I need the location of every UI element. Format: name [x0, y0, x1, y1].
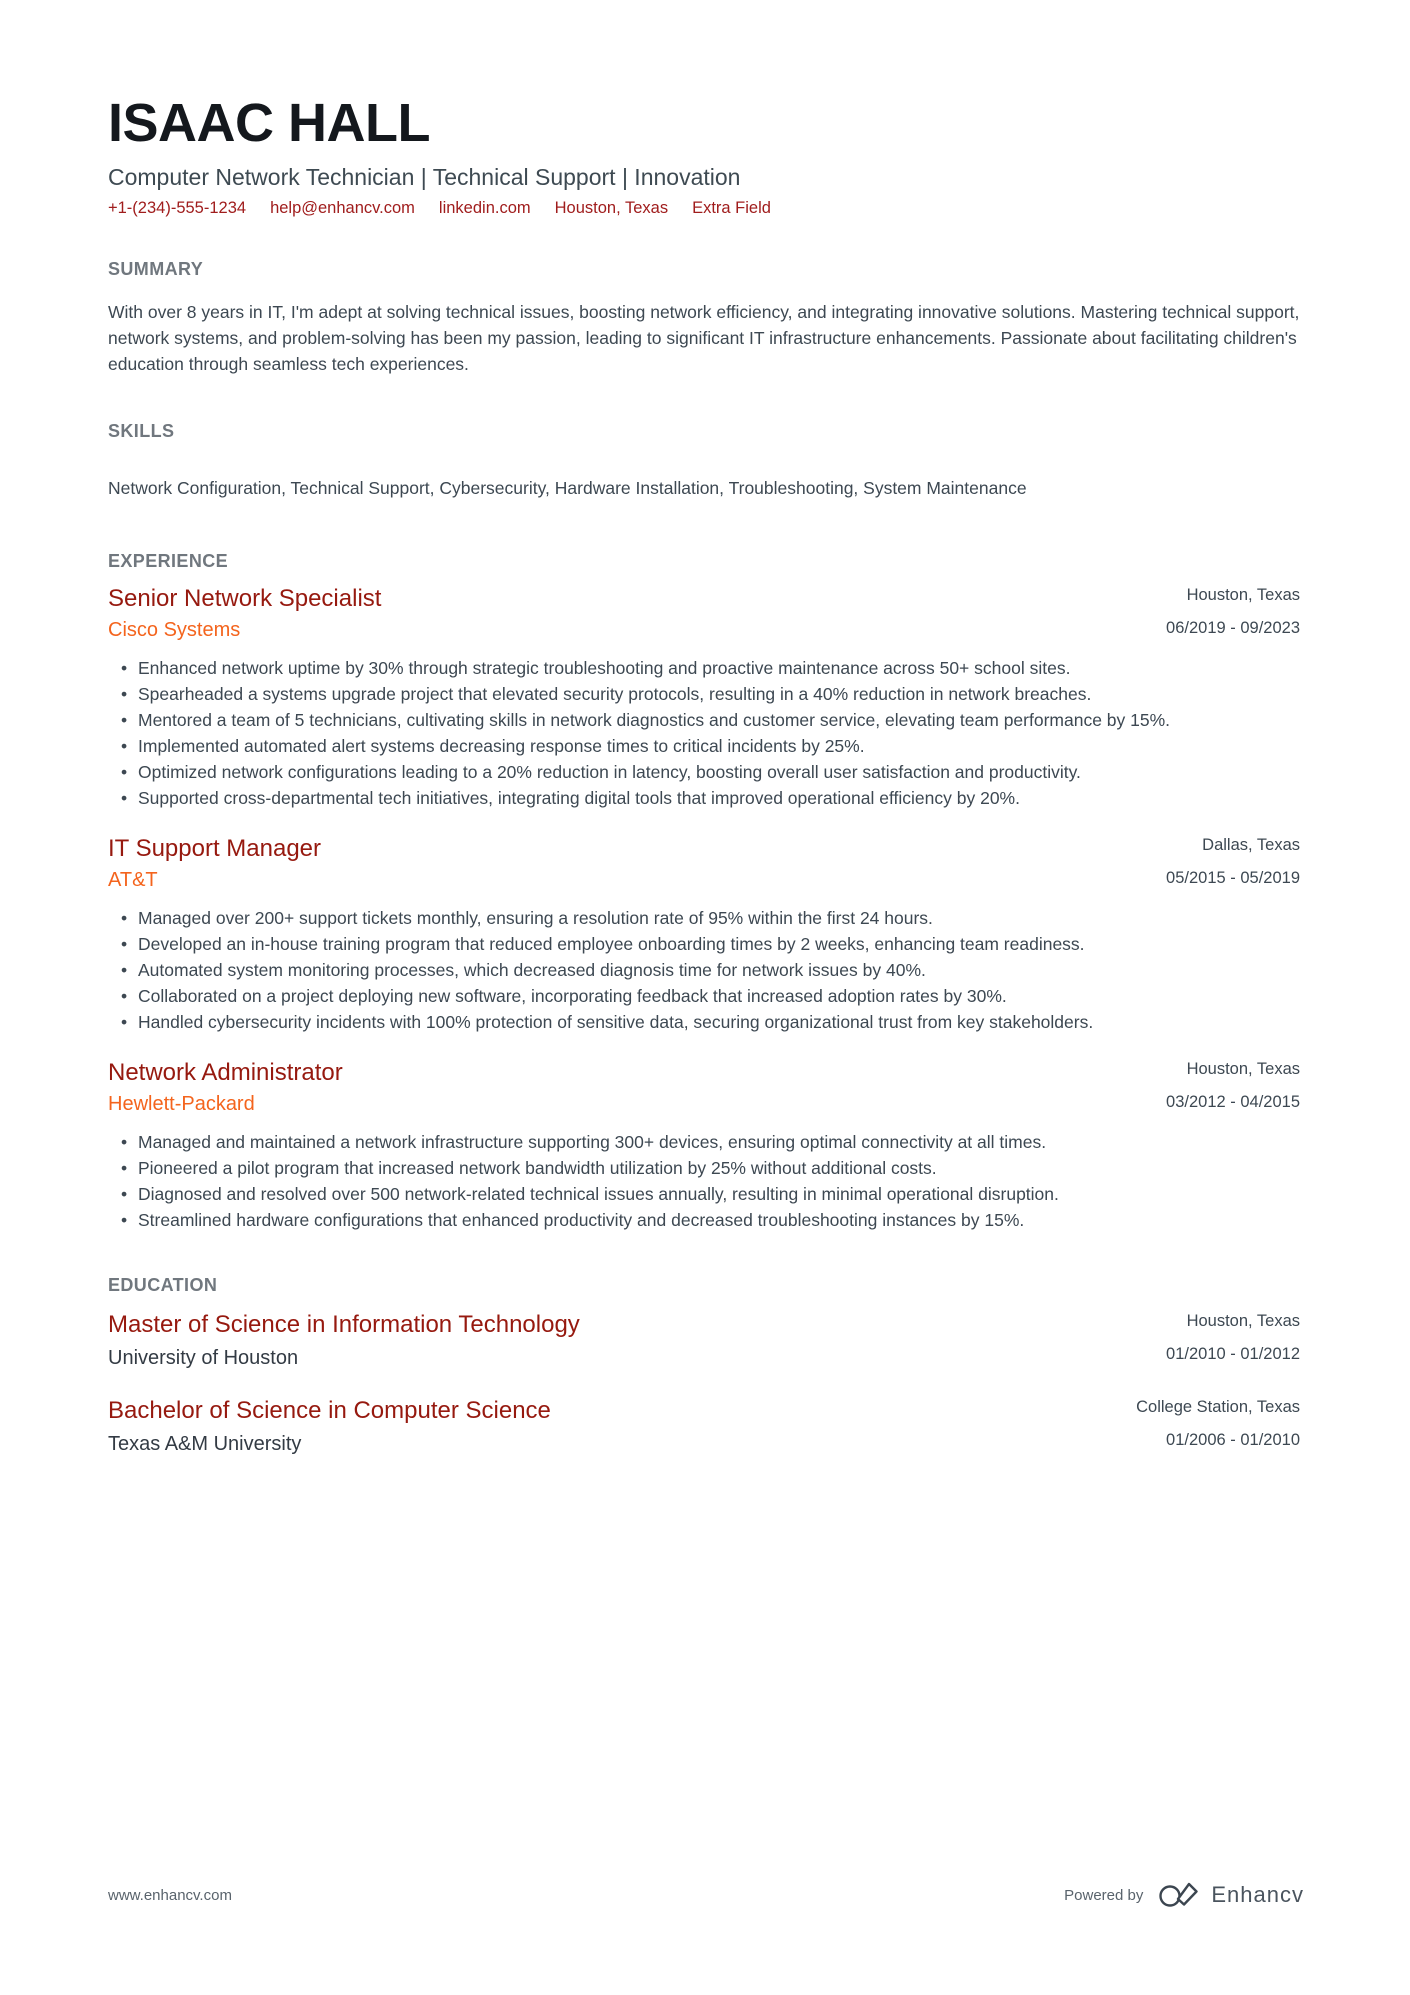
job-location: Houston, Texas [1186, 586, 1300, 604]
resume-header [108, 94, 1300, 219]
job-bullet: • Optimized network configurations leading to a 20% reduction in latency, boosting overall user satisfaction and productivity. [138, 759, 1300, 785]
job-meta [1136, 585, 1300, 638]
candidate-headline: Computer Network Technician | Technical Support | Innovation [108, 164, 741, 190]
degree-entry [108, 1311, 1300, 1370]
job-bullet: • Managed over 200+ support tickets monthly, ensuring a resolution rate of 95% within the first 24 hours. [138, 905, 1300, 931]
location-text: Houston, Texas [554, 199, 669, 217]
degree-meta [1136, 1311, 1300, 1364]
degree-title: Bachelor of Science in Computer Science [108, 1397, 551, 1424]
job-company: Hewlett-Packard [108, 1093, 255, 1115]
job-bullet: • Automated system monitoring processes, which decreased diagnosis time for network issues by 40%. [138, 957, 1300, 983]
job-bullet: • Mentored a team of 5 technicians, cultivating skills in network diagnostics and customer service, elevating team performance by 15%. [138, 707, 1300, 733]
page-footer [108, 1880, 1304, 1910]
job-company: Cisco Systems [108, 619, 241, 641]
experience-section [108, 550, 1300, 1233]
candidate-name: ISAAC HALL [108, 93, 430, 153]
job-location: Houston, Texas [1186, 1060, 1300, 1078]
education-section [108, 1274, 1300, 1456]
skills-list: Network Configuration, Technical Support, Cybersecurity, Hardware Installation, Troubleshooting, System Maintenance [108, 478, 1027, 498]
degree-title: Master of Science in Information Technology [108, 1311, 580, 1338]
job-bullet: • Supported cross-departmental tech initiatives, integrating digital tools that improved operational efficiency by 20%. [138, 785, 1300, 811]
phone-link[interactable]: +1-(234)-555-1234 [108, 199, 247, 217]
job-title: IT Support Manager [108, 835, 322, 862]
job-bullet: • Pioneered a pilot program that increased network bandwidth utilization by 25% without additional costs. [138, 1155, 1300, 1181]
job-header [108, 585, 1300, 642]
job-bullet: • Enhanced network uptime by 30% through strategic troubleshooting and proactive maintenance across 50+ school sites. [138, 655, 1300, 681]
email-link[interactable]: help@enhancv.com [270, 199, 415, 217]
job-bullet: • Streamlined hardware configurations that enhanced productivity and decreased troubleshooting instances by 15%. [138, 1207, 1300, 1233]
summary-paragraph: With over 8 years in IT, I'm adept at solving technical issues, boosting network efficiency, and integrating innovative solutions. Mastering technical support, network systems, and problem-solving has been my passion, leading to significant IT infrastructure enhancements. Passionate about facilitating children's education through seamless tech experiences. [108, 302, 1300, 374]
job-bullet: • Handled cybersecurity incidents with 100% protection of sensitive data, securing organizational trust from key stakeholders. [138, 1009, 1300, 1035]
job-bullet: • Implemented automated alert systems decreasing response times to critical incidents by 25%. [138, 733, 1300, 759]
degree-location: Houston, Texas [1186, 1312, 1300, 1330]
job-company: AT&T [108, 869, 158, 891]
degree-meta [1106, 1397, 1300, 1450]
job-bullet: • Developed an in-house training program that reduced employee onboarding times by 2 weeks, enhancing team readiness. [138, 931, 1300, 957]
linkedin-link[interactable]: linkedin.com [438, 199, 531, 217]
job-header [108, 1059, 1300, 1116]
job-meta [1136, 1059, 1300, 1112]
enhancv-wordmark: Enhancv [1211, 1882, 1304, 1907]
job-bullet: • Diagnosed and resolved over 500 network-related technical issues annually, resulting in minimal operational disruption. [138, 1181, 1300, 1207]
job-title: Senior Network Specialist [108, 585, 382, 612]
degree-dates: 01/2006 - 01/2010 [1166, 1431, 1300, 1449]
job-bullet-list [108, 1129, 1300, 1233]
enhancv-logo-icon [1158, 1880, 1202, 1910]
job-header [108, 835, 1300, 892]
degree-entry [108, 1397, 1300, 1456]
skills-section [108, 420, 1300, 501]
degree-school: University of Houston [108, 1347, 299, 1369]
job-location: Dallas, Texas [1202, 836, 1300, 854]
footer-site-url: www.enhancv.com [108, 1886, 232, 1904]
degree-location: College Station, Texas [1136, 1398, 1300, 1416]
job-bullet-list [108, 655, 1300, 811]
job-meta [1136, 835, 1300, 888]
powered-by-label: Powered by [1064, 1886, 1144, 1904]
job-entry [108, 835, 1300, 1035]
job-dates: 05/2015 - 05/2019 [1166, 869, 1300, 887]
job-dates: 03/2012 - 04/2015 [1166, 1093, 1300, 1111]
summary-heading: SUMMARY [108, 259, 204, 279]
powered-by-group [1064, 1880, 1304, 1910]
job-bullet: • Spearheaded a systems upgrade project that elevated security protocols, resulting in a 40% reduction in network breaches. [138, 681, 1300, 707]
experience-heading: EXPERIENCE [108, 551, 229, 571]
degree-school: Texas A&M University [108, 1433, 302, 1455]
skills-heading: SKILLS [108, 421, 175, 441]
job-dates: 06/2019 - 09/2023 [1166, 619, 1300, 637]
extra-field-link[interactable]: Extra Field [692, 199, 771, 217]
job-bullet: • Collaborated on a project deploying new software, incorporating feedback that increased adoption rates by 30%. [138, 983, 1300, 1009]
job-bullet-list [108, 905, 1300, 1035]
job-title: Network Administrator [108, 1059, 343, 1086]
contact-row [108, 197, 1300, 219]
enhancv-brand-link[interactable] [1158, 1880, 1304, 1910]
job-entry [108, 1059, 1300, 1233]
degree-dates: 01/2010 - 01/2012 [1166, 1345, 1300, 1363]
job-entry [108, 585, 1300, 811]
job-bullet: • Managed and maintained a network infrastructure supporting 300+ devices, ensuring optimal connectivity at all times. [138, 1129, 1300, 1155]
education-heading: EDUCATION [108, 1275, 218, 1295]
summary-section [108, 258, 1300, 377]
